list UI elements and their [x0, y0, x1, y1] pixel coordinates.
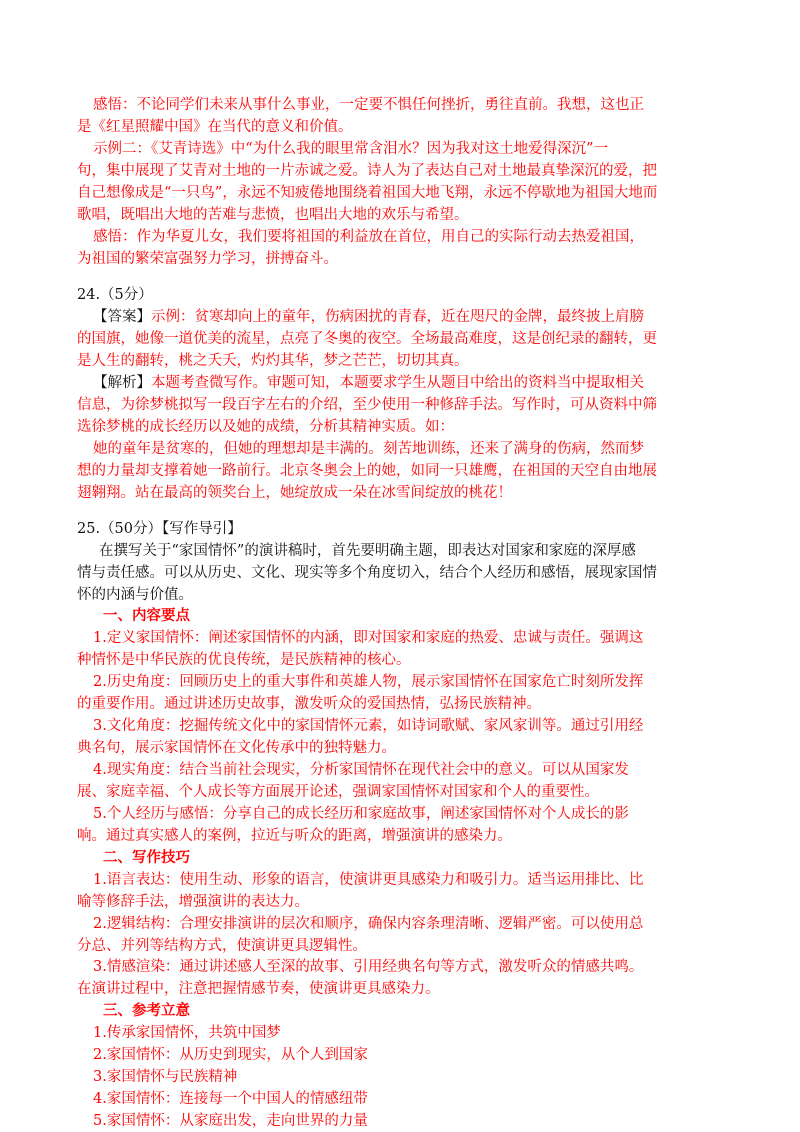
question-25-header: [77, 518, 242, 540]
analysis-line: 选徐梦桃的成长经历以及她的成绩，分析其精神实质。如：: [77, 419, 454, 436]
reflection-line: 感悟：不论同学们未来从事什么事业，一定要不惧任何挫折，勇往直前。我想，这也正: [93, 97, 644, 113]
example-line: 想的力量却支撑着她一路前行。北京冬奥会上的她，如同一只雄鹰，在祖国的天空自由地展: [77, 462, 657, 479]
question-25-number: 25.（50分）: [77, 520, 163, 537]
answer-tag: 【答案】: [93, 309, 151, 326]
answer-text: 示例：贫寒却向上的童年，伤病困扰的青春，近在咫尺的金牌，最终披上肩膀: [151, 309, 644, 326]
intro-line: 情与责任感。可以从历史、文化、现实等多个角度切入，结合个人经历和感悟，展现家国情: [77, 564, 657, 581]
content-point-line: 典名句，展示家国情怀在文化传承中的独特魅力。: [77, 740, 396, 757]
content-point-line: 响。通过真实感人的案例，拉近与听众的距离，增强演讲的感染力。: [77, 827, 512, 844]
example-two-line: 句，集中展现了艾青对土地的一片赤诚之爱。诗人为了表达自己对土地最真挚深沉的爱，把: [77, 162, 657, 179]
example-line: 她的童年是贫寒的，但她的理想却是丰满的。刻苦地训练，还来了满身的伤病，然而梦: [93, 440, 644, 457]
content-point-line: 4.现实角度：结合当前社会现实，分析家国情怀在现代社会中的意义。可以从国家发: [93, 762, 629, 779]
content-point-line: 5.个人经历与感悟：分享自己的成长经历和家庭故事，阐述家国情怀对个人成长的影: [93, 805, 629, 822]
reference-theme-item: 5.家国情怀：从家庭出发，走向世界的力量: [93, 1113, 368, 1129]
section-title-writing-tips: 二、写作技巧: [103, 848, 190, 866]
reflection-line: 是《红星照耀中国》在当代的意义和价值。: [77, 118, 353, 135]
reference-theme-item: 4.家国情怀：连接每一个中国人的情感纽带: [93, 1091, 368, 1108]
content-point-line: 3.文化角度：挖掘传统文化中的家国情怀元素，如诗词歌赋、家风家训等。通过引用经: [93, 718, 644, 735]
writing-tip-line: 3.情感渲染：通过讲述感人至深的故事、引用经典名句等方式，激发听众的情感共鸣。: [93, 959, 644, 976]
writing-tip-line: 喻等修辞手法，增强演讲的表达力。: [77, 893, 309, 910]
reference-theme-item: 1.传承家国情怀，共筑中国梦: [93, 1025, 281, 1042]
example-two-line: 示例二：《艾青诗选》中“为什么我的眼里常含泪水？因为我对这土地爱得深沉”一: [93, 140, 609, 157]
writing-tip-line: 2.逻辑结构：合理安排演讲的层次和顺序，确保内容条理清晰、逻辑严密。可以使用总: [93, 915, 644, 932]
writing-tip-line: 在演讲过程中，注意把握情感节奏，使演讲更具感染力。: [77, 981, 440, 998]
content-point-line: 种情怀是中华民族的优良传统，是民族精神的核心。: [77, 652, 411, 669]
content-point-line: 展、家庭幸福、个人成长等方面展开论述，强调家国情怀对国家和个人的重要性。: [77, 783, 599, 800]
answer-line: [93, 306, 644, 328]
content-point-line: 2.历史角度：回顾历史上的重大事件和英雄人物，展示家国情怀在国家危亡时刻所发挥: [93, 674, 644, 691]
analysis-text: 本题考查微写作。审题可知，本题要求学生从题目中给出的资料当中提取相关: [151, 375, 644, 392]
example-two-line: 歌唱，既唱出大地的苦难与悲愤，也唱出大地的欢乐与希望。: [77, 206, 469, 223]
content-point-line: 1.定义家国情怀：阐述家国情怀的内涵，即对国家和家庭的热爱、忠诚与责任。强调这: [93, 630, 644, 647]
reference-theme-item: 2.家国情怀：从历史到现实，从个人到国家: [93, 1047, 368, 1064]
reflection-line: 为祖国的繁荣富强努力学习，拼搏奋斗。: [77, 250, 338, 267]
reference-theme-item: 3.家国情怀与民族精神: [93, 1069, 238, 1086]
writing-tip-line: 分总、并列等结构方式，使演讲更具逻辑性。: [77, 937, 367, 954]
answer-line: 是人生的翻转，桃之夭夭，灼灼其华，梦之芒芒，切切其真。: [77, 353, 469, 370]
content-point-line: 的重要作用。通过讲述历史故事，激发听众的爱国热情，弘扬民族精神。: [77, 696, 541, 713]
example-two-line: 自己想像成是“一只鸟”，永远不知疲倦地围绕着祖国大地飞翔，永远不停歇地为祖国大地而: [77, 184, 658, 201]
reflection-line: 感悟：作为华夏儿女，我们要将祖国的利益放在首位，用自己的实际行动去热爱祖国，: [93, 228, 644, 245]
answer-line: 的国旗，她像一道优美的流星，点亮了冬奥的夜空。全场最高难度，这是创纪录的翻转，更: [77, 331, 657, 348]
question-24-header: 24.（5分）: [77, 287, 153, 304]
intro-line: 在撰写关于“家国情怀”的演讲稿时，首先要明确主题，即表达对国家和家庭的深厚感: [99, 542, 636, 559]
section-title-content-points: 一、内容要点: [103, 607, 190, 625]
example-line: 翅翱翔。站在最高的领奖台上，她绽放成一朵在冰雪间绽放的桃花！: [77, 484, 512, 501]
section-title-reference-themes: 三、参考立意: [103, 1002, 190, 1020]
analysis-tag: 【解析】: [93, 375, 151, 392]
analysis-line: [93, 372, 644, 394]
writing-tip-line: 1.语言表达：使用生动、形象的语言，使演讲更具感染力和吸引力。适当运用排比、比: [93, 871, 644, 888]
analysis-line: 信息，为徐梦桃拟写一段百字左右的介绍，至少使用一种修辞手法。写作时，可从资料中筛: [77, 397, 657, 414]
writing-guide-tag: 【写作导引】: [162, 520, 242, 537]
intro-line: 怀的内涵与价值。: [77, 586, 193, 603]
